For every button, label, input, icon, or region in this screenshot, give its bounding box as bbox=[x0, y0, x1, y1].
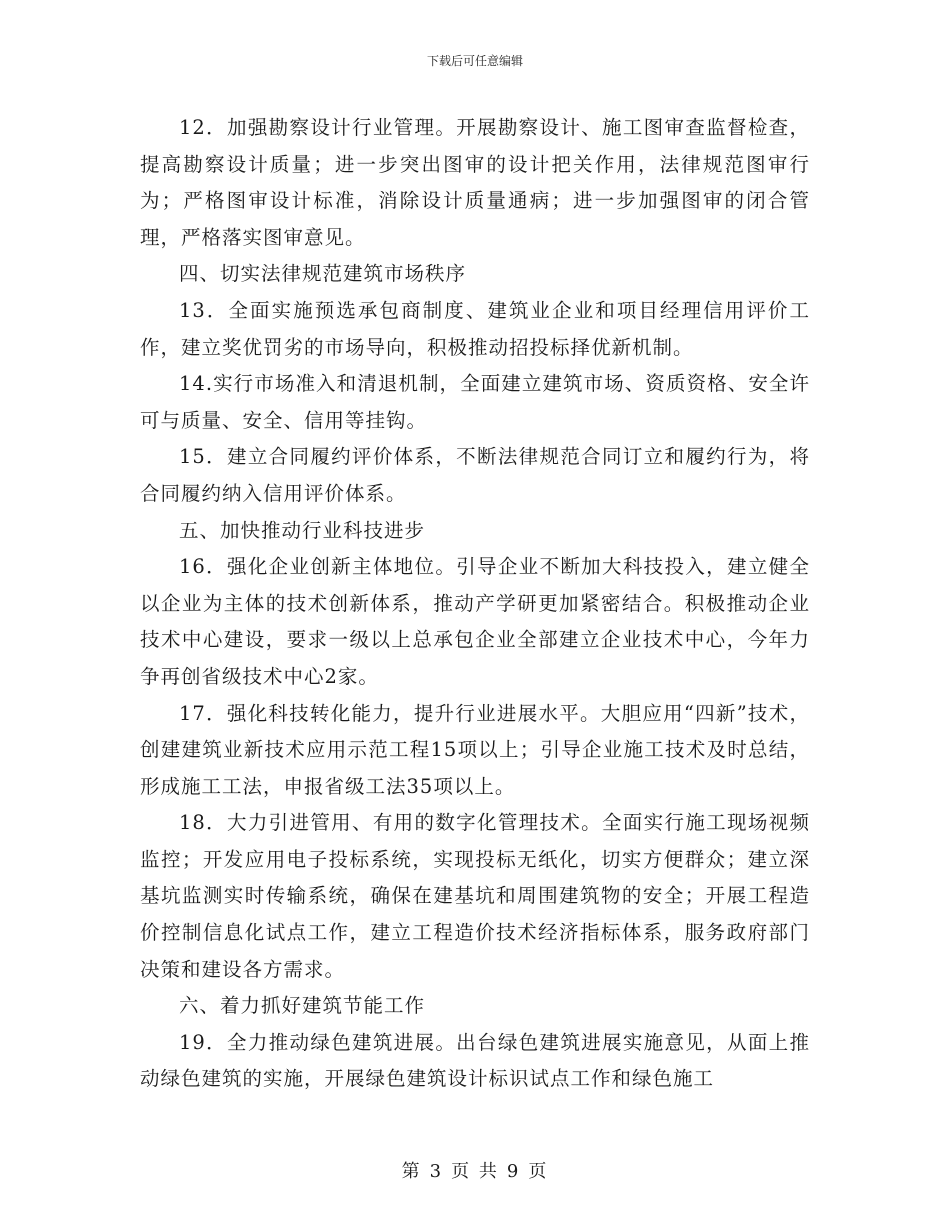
footer-prefix: 第 bbox=[401, 1161, 422, 1182]
footer-middle: 页 共 bbox=[451, 1161, 499, 1182]
paragraph-16: 16．强化企业创新主体地位。引导企业不断加大科技投入，建立健全以企业为主体的技术创新体系，推动产学研更加紧密结合。积极推动企业技术中心建设，要求一级以上总承包企业全部建立企业技术中心，今年力争再创省级技术中心2家。 bbox=[140, 555, 810, 688]
paragraph-17: 17．强化科技转化能力，提升行业进展水平。大胆应用“四新”技术，创建建筑业新技术应用示范工程15项以上；引导企业施工技术及时总结，形成施工工法，申报省级工法35项以上。 bbox=[140, 701, 810, 798]
paragraph-12: 12．加强勘察设计行业管理。开展勘察设计、施工图审查监督检查，提高勘察设计质量；进一步突出图审的设计把关作用，法律规范图审行为；严格图审设计标准，消除设计质量通病；进一步加强图审的闭合管理，严格落实图审意见。 bbox=[140, 116, 810, 249]
paragraph-13: 13．全面实施预选承包商制度、建筑业企业和项目经理信用评价工作，建立奖优罚劣的市场导向，积极推动招投标择优新机制。 bbox=[140, 298, 810, 359]
paragraph-15: 15．建立合同履约评价体系，不断法律规范合同订立和履约行为，将合同履约纳入信用评价体系。 bbox=[140, 445, 810, 505]
section-heading-4: 四、切实法律规范建筑市场秩序 bbox=[179, 262, 467, 286]
paragraph-18: 18．大力引进管用、有用的数字化管理技术。全面实行施工现场视频监控；开发应用电子投标系统，实现投标无纸化，切实方便群众；建立深基坑监测实时传输系统，确保在建基坑和周围建筑物的安全；开展工程造价控制信息化试点工作，建立工程造价技术经济指标体系，服务政府部门决策和建设各方需求。 bbox=[140, 811, 810, 981]
page-number: 3 bbox=[429, 1161, 444, 1182]
paragraph-14: 14.实行市场准入和清退机制，全面建立建筑市场、资质资格、安全许可与质量、安全、信用等挂钩。 bbox=[140, 372, 810, 432]
paragraph-19: 19．全力推动绿色建筑进展。出台绿色建筑进展实施意见，从面上推动绿色建筑的实施，开展绿色建筑设计标识试点工作和绿色施工 bbox=[140, 1030, 810, 1091]
section-heading-5: 五、加快推动行业科技进步 bbox=[179, 518, 426, 542]
page-header: 下载后可任意编辑 bbox=[426, 54, 523, 68]
document-body bbox=[140, 110, 810, 1098]
page-footer bbox=[0, 1157, 950, 1183]
section-heading-6: 六、着力抓好建筑节能工作 bbox=[179, 994, 426, 1018]
total-pages: 9 bbox=[506, 1161, 521, 1182]
footer-suffix: 页 bbox=[528, 1161, 549, 1182]
